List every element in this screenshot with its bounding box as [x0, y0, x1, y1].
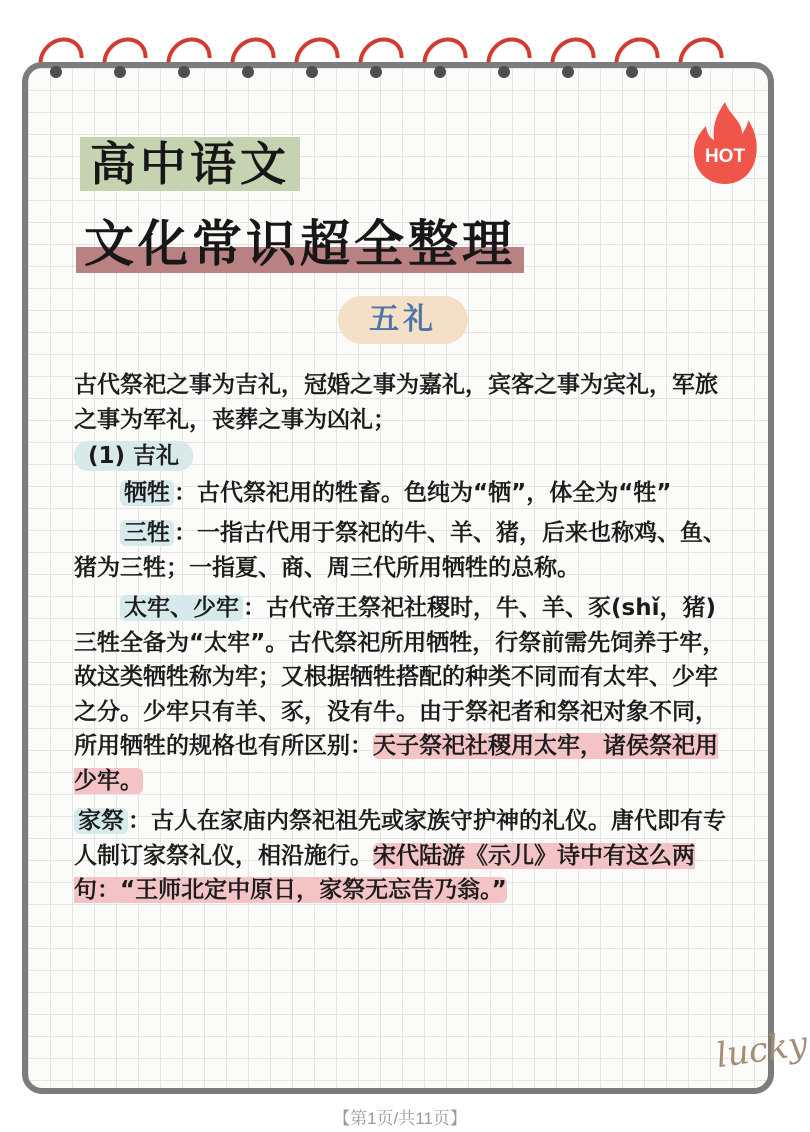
section-title: 五礼 — [338, 296, 468, 344]
title-line-1 — [80, 128, 300, 194]
entry-highlight: 宋代陆游《示儿》诗中有这么两句：“王师北定中原日，家祭无忘告乃翁。” — [74, 842, 695, 903]
ring-hole — [690, 66, 702, 78]
entry-paragraph — [74, 516, 738, 585]
entry-paragraph — [74, 591, 738, 798]
page-title-sub: 文化常识超全整理 — [76, 215, 524, 273]
entry-term: 牺牲 — [120, 480, 174, 506]
entry-paragraph — [74, 804, 738, 908]
ring-hole — [178, 66, 190, 78]
page-title-main: 高中语文 — [80, 137, 300, 191]
ring-hole — [370, 66, 382, 78]
entry-paragraph — [74, 476, 738, 511]
ring-hole — [306, 66, 318, 78]
hot-flame-icon — [690, 98, 760, 188]
title-line-2 — [76, 204, 524, 276]
ring-hole — [242, 66, 254, 78]
ring-hole — [498, 66, 510, 78]
entry-term: 三牲 — [120, 520, 174, 546]
intro-paragraph: 古代祭祀之事为吉礼，冠婚之事为嘉礼，宾客之事为宾礼，军旅之事为军礼，丧葬之事为凶礼； — [74, 372, 718, 433]
entry-term: 太牢、少牢 — [120, 595, 243, 621]
ring-hole — [434, 66, 446, 78]
signature: lucky — [713, 1023, 810, 1077]
ring-hole — [562, 66, 574, 78]
entry-term: 家祭 — [74, 808, 128, 834]
entry-highlight: 天子祭祀社稷用太牢，诸侯祭祀用少牢。 — [74, 733, 718, 794]
entry-text: ：古人在家庙内祭祀祖先或家族守护神的礼仪。唐代即有专人制订家祭礼仪，相沿施行。 — [74, 808, 726, 869]
hot-badge-text: HOT — [704, 146, 746, 167]
entry-text: ：一指古代用于祭祀的牛、羊、猪，后来也称鸡、鱼、猪为三牲；一指夏、商、周三代所用牺牲的总称。 — [74, 520, 726, 581]
ring-hole — [50, 66, 62, 78]
entry-text: ：古代帝王祭祀社稷时，牛、羊、豕(shǐ，猪)三牲全备为“太牢”。古代祭祀所用牺牲，行祭前需先饲养于牢，故这类牺牲称为牢；又根据牺牲搭配的种类不同而有太牢、少牢之分。少牢只有羊、豕，没有牛。由于祭祀者和祭祀对象不同，所用牺牲的规格也有所区别： — [74, 595, 726, 759]
page-indicator: 【第1页/共11页】 — [333, 1109, 467, 1128]
ring-hole — [626, 66, 638, 78]
ring-hole — [114, 66, 126, 78]
subsection-tag: (1) 吉礼 — [74, 441, 193, 471]
entry-text: ：古代祭祀用的牲畜。色纯为“牺”，体全为“牲” — [174, 479, 672, 506]
content-body — [74, 368, 738, 908]
